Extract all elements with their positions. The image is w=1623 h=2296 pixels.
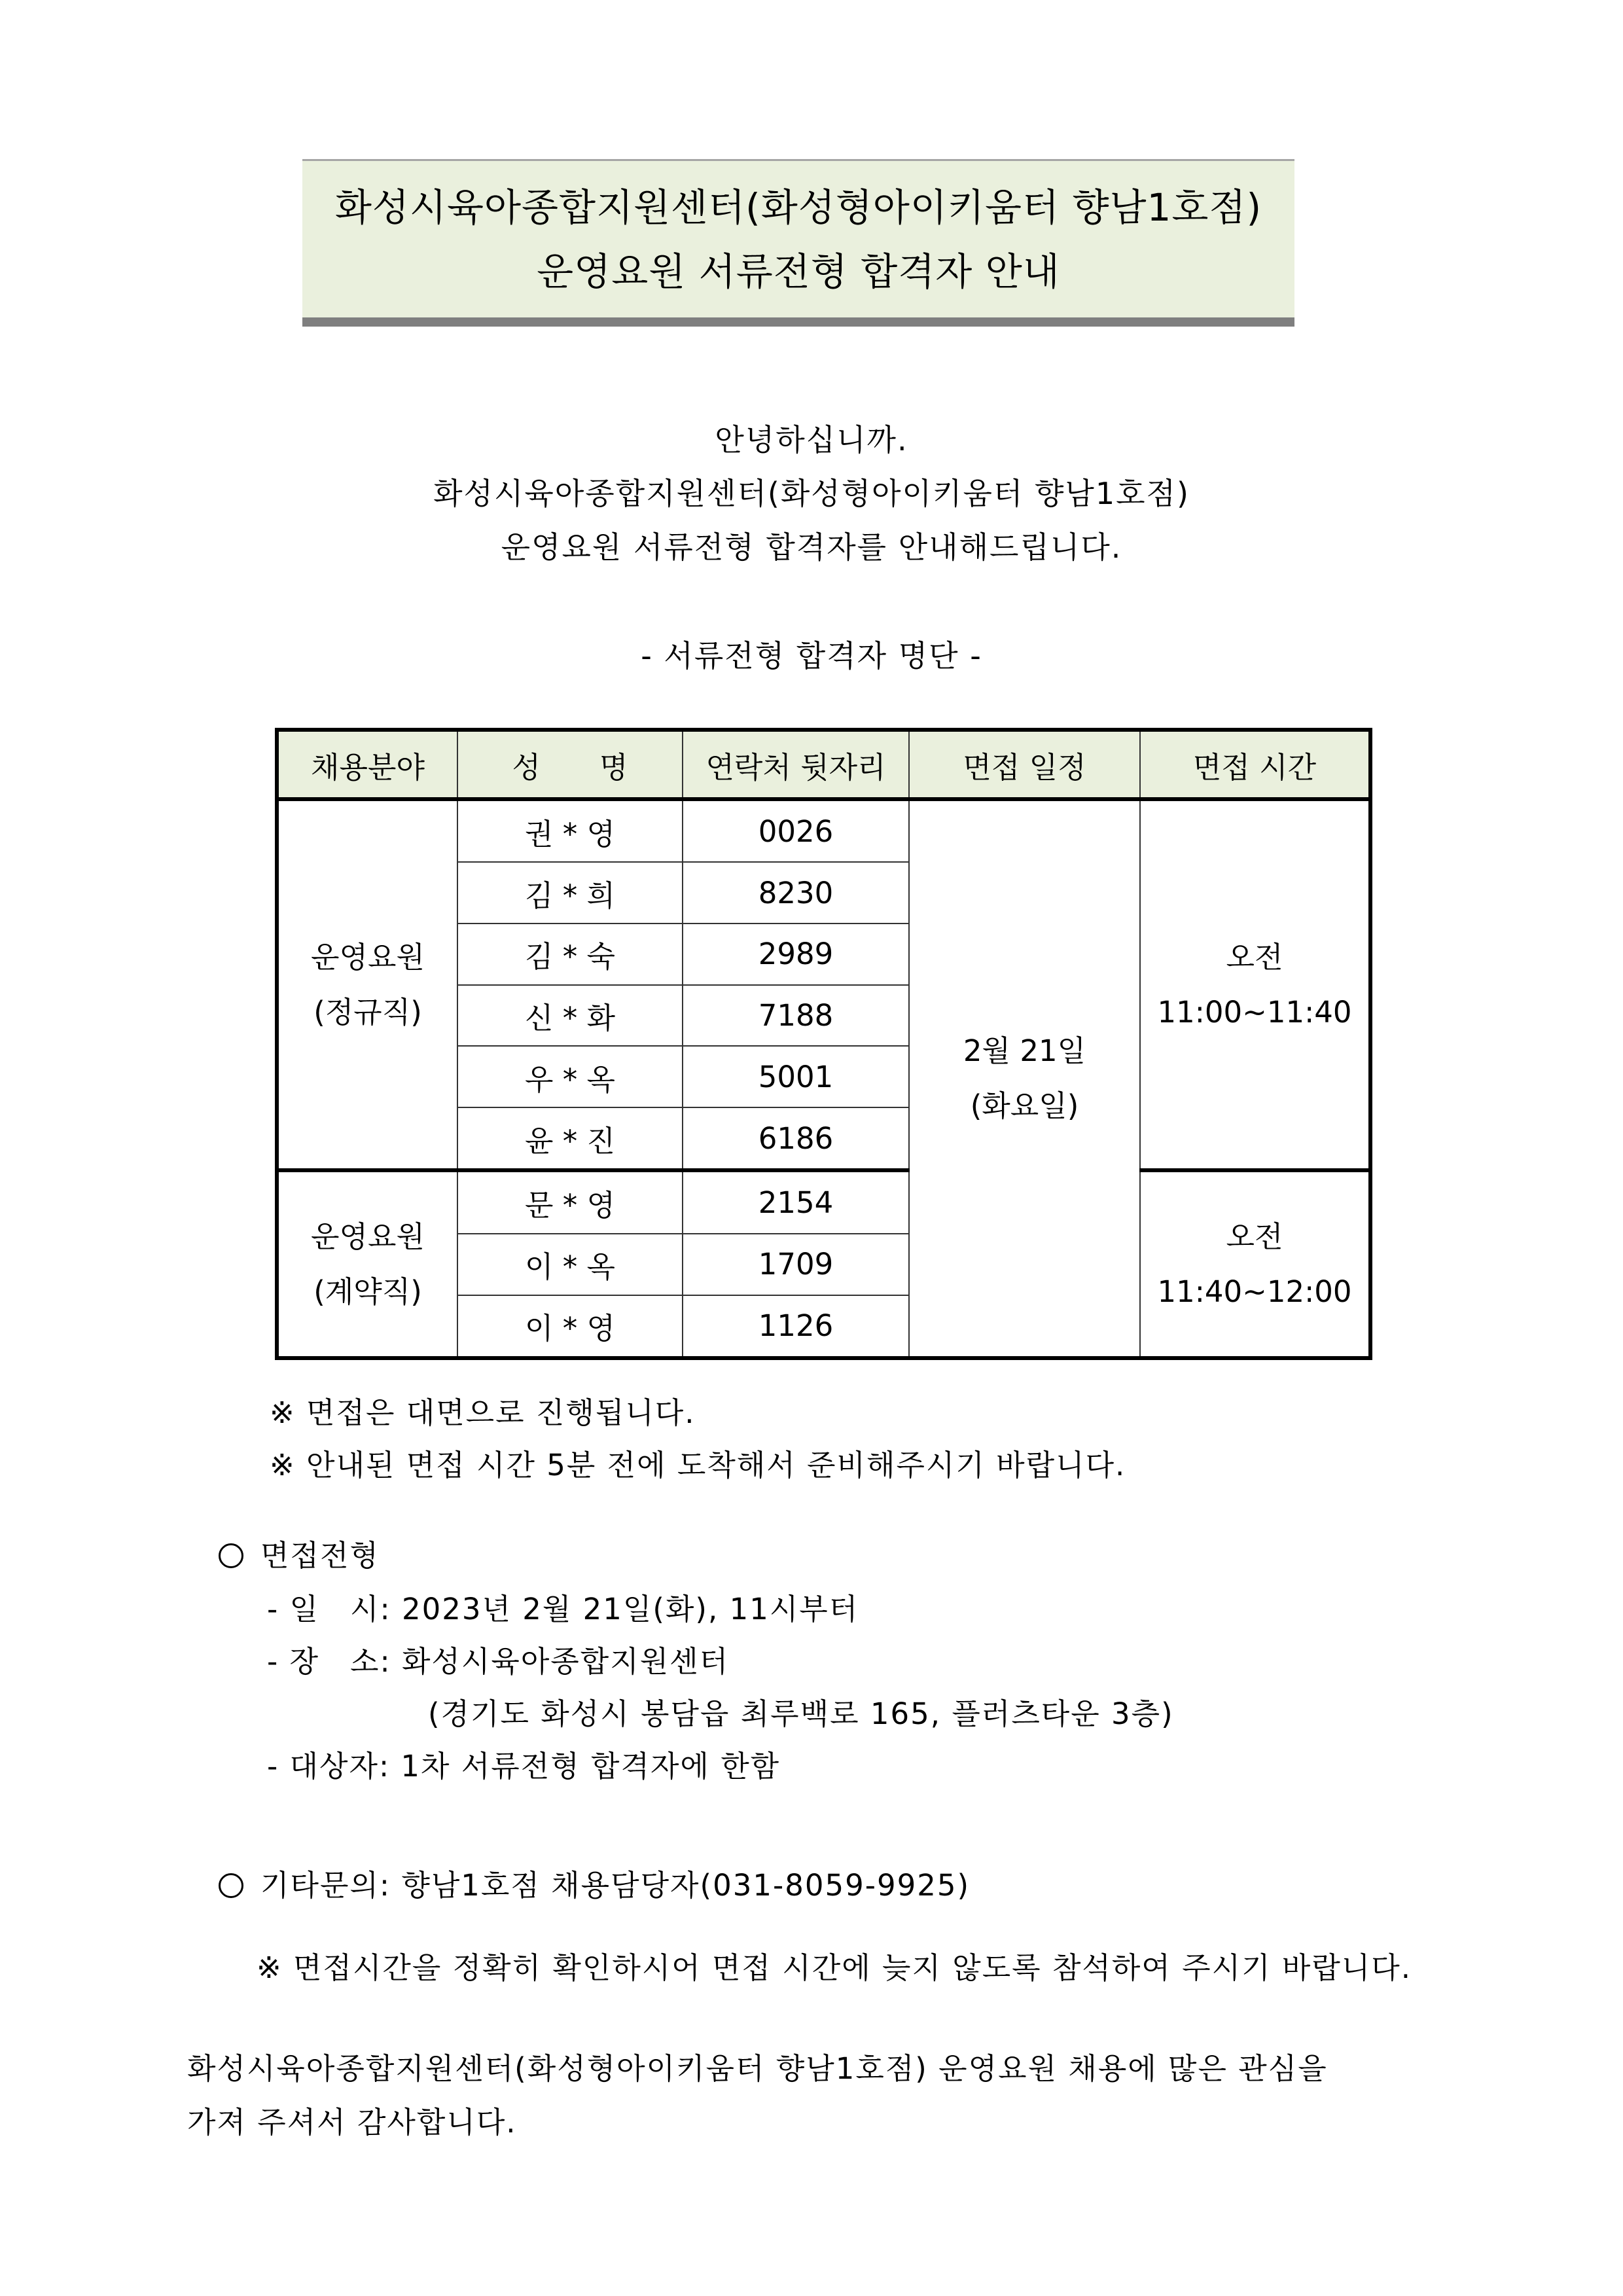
interview-heading: 면접전형 (219, 1532, 380, 1574)
phone-cell: 0026 (683, 799, 909, 862)
header-field: 채용분야 (277, 730, 457, 799)
phone-cell: 2154 (683, 1170, 909, 1233)
greeting-line-1: 안녕하십니까. (715, 422, 908, 457)
table-header-row (277, 730, 1370, 799)
name-cell: 이 * 영 (457, 1295, 683, 1358)
phone-cell: 5001 (683, 1046, 909, 1107)
circle-bullet-icon (219, 1543, 243, 1568)
interview-address: (경기도 화성시 봉담읍 최루백로 165, 플러츠타운 3층) (428, 1696, 1174, 1731)
name-cell: 윤 * 진 (457, 1107, 683, 1170)
table-row (277, 1170, 1370, 1233)
interview-who: - 대상자: 1차 서류전형 합격자에 한함 (267, 1749, 781, 1784)
field-regular: 운영요원 (정규직) (277, 799, 457, 1170)
time-contract: 오전 11:40~12:00 (1140, 1170, 1370, 1358)
closing-line-2: 가져 주셔서 감사합니다. (187, 2105, 517, 2140)
title-box (302, 159, 1294, 327)
header-time: 면접 시간 (1140, 730, 1370, 799)
phone-cell: 8230 (683, 862, 909, 924)
closing-line-1: 화성시육아종합지원센터(화성형아이키움터 향남1호점) 운영요원 채용에 많은 관심을 (187, 2051, 1328, 2086)
phone-cell: 7188 (683, 985, 909, 1047)
contact-note: ※ 면접시간을 정확히 확인하시어 면접 시간에 늦지 않도록 참석하여 주시기 바랍니다. (257, 1950, 1412, 1985)
note-in-person: ※ 면접은 대면으로 진행됩니다. (270, 1395, 696, 1430)
phone-cell: 2989 (683, 924, 909, 985)
interview-when: - 일 시: 2023년 2월 21일(화), 11시부터 (267, 1592, 859, 1626)
time-regular: 오전 11:00~11:40 (1140, 799, 1370, 1170)
note-arrive-early: ※ 안내된 면접 시간 5분 전에 도착해서 준비해주시기 바랍니다. (270, 1448, 1126, 1482)
field-contract: 운영요원 (계약직) (277, 1170, 457, 1358)
greeting-line-2: 화성시육아종합지원센터(화성형아이키움터 향남1호점) (433, 476, 1190, 511)
header-phone: 연락처 뒷자리 (683, 730, 909, 799)
header-name: 성 명 (457, 730, 683, 799)
name-cell: 우 * 옥 (457, 1046, 683, 1107)
phone-cell: 6186 (683, 1107, 909, 1170)
interview-date: 2월 21일 (화요일) (909, 799, 1140, 1358)
table-row (277, 799, 1370, 862)
header-date: 면접 일정 (909, 730, 1140, 799)
name-cell: 이 * 옥 (457, 1234, 683, 1295)
title-line-1: 화성시육아종합지원센터(화성형아이키움터 향남1호점) (334, 185, 1262, 230)
circle-bullet-icon (219, 1873, 243, 1898)
name-cell: 김 * 희 (457, 862, 683, 924)
greeting-line-3: 운영요원 서류전형 합격자를 안내해드립니다. (501, 529, 1122, 565)
contact-line: 기타문의: 향남1호점 채용담당자(031-8059-9925) (219, 1861, 970, 1904)
applicant-table (275, 728, 1372, 1360)
name-cell: 문 * 영 (457, 1170, 683, 1233)
list-title: - 서류전형 합격자 명단 - (641, 638, 982, 673)
phone-cell: 1126 (683, 1295, 909, 1358)
title-line-2: 운영요원 서류전형 합격자 안내 (537, 249, 1060, 294)
name-cell: 김 * 숙 (457, 924, 683, 985)
name-cell: 신 * 화 (457, 985, 683, 1047)
phone-cell: 1709 (683, 1234, 909, 1295)
name-cell: 권 * 영 (457, 799, 683, 862)
interview-where: - 장 소: 화성시육아종합지원센터 (267, 1644, 730, 1679)
